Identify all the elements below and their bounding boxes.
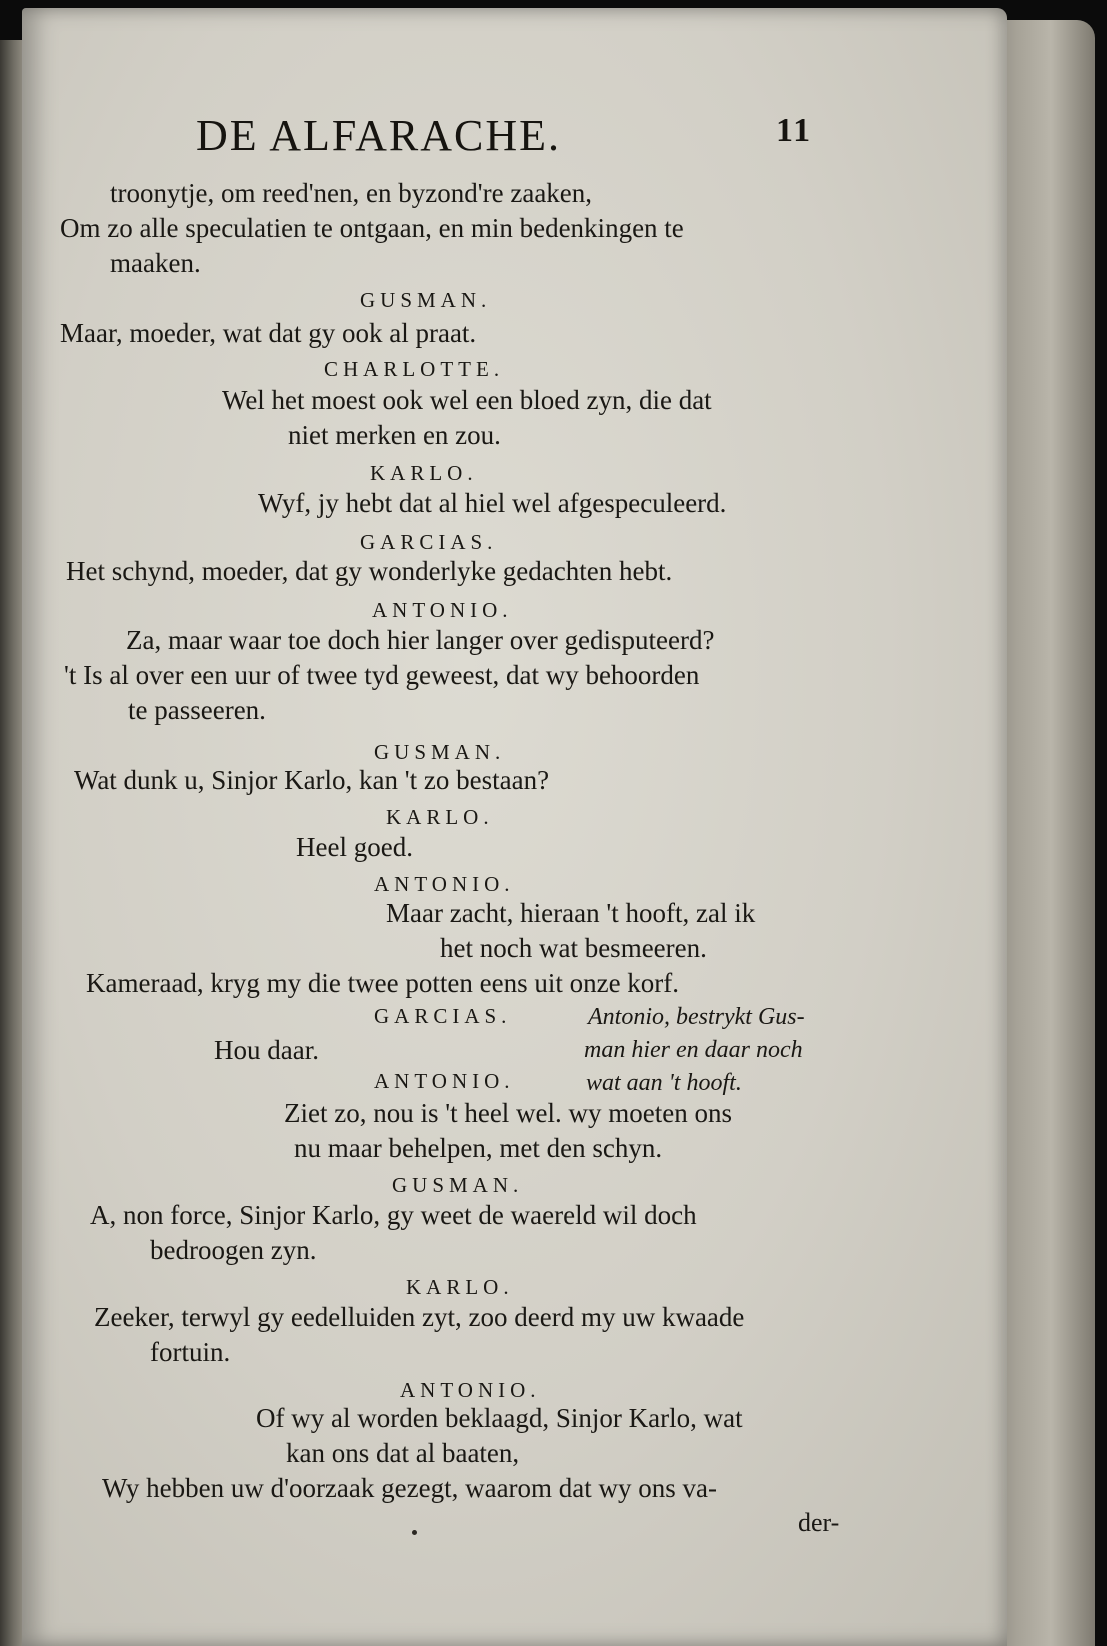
speaker-name: GARCIAS. bbox=[360, 530, 498, 554]
text-line: kan ons dat al baaten, bbox=[286, 1438, 520, 1468]
speaker-name: ANTONIO. bbox=[372, 598, 513, 622]
ink-dot bbox=[412, 1530, 417, 1535]
text-line: Kameraad, kryg my die twee potten eens uit onze korf. bbox=[86, 968, 680, 998]
speaker-name: ANTONIO. bbox=[400, 1378, 541, 1402]
left-page-edge bbox=[0, 40, 22, 1646]
text-line: Wyf, jy hebt dat al hiel wel afgespeculeerd. bbox=[258, 488, 727, 518]
stage-direction-line: wat aan 't hooft. bbox=[586, 1070, 742, 1096]
text-line: te passeeren. bbox=[128, 695, 266, 725]
text-line: niet merken en zou. bbox=[288, 420, 501, 450]
text-line: 't Is al over een uur of twee tyd geweest, dat wy behoorden bbox=[64, 660, 700, 690]
text-line: Ziet zo, nou is 't heel wel. wy moeten ons bbox=[284, 1098, 733, 1128]
text-line: Za, maar waar toe doch hier langer over gedisputeerd? bbox=[126, 625, 715, 655]
text-line: maaken. bbox=[110, 248, 201, 278]
text-line: Wy hebben uw d'oorzaak gezegt, waarom dat wy ons va- bbox=[102, 1473, 718, 1503]
text-line: Of wy al worden beklaagd, Sinjor Karlo, wat bbox=[256, 1403, 743, 1433]
text-line: Heel goed. bbox=[296, 832, 413, 862]
speaker-name: CHARLOTTE. bbox=[324, 357, 505, 381]
text-line: nu maar behelpen, met den schyn. bbox=[294, 1133, 663, 1163]
speaker-name: KARLO. bbox=[386, 805, 494, 829]
page-header bbox=[0, 110, 1107, 170]
catchword: der- bbox=[798, 1508, 840, 1537]
stage-direction-line: Antonio, bestrykt Gus- bbox=[588, 1004, 805, 1030]
speaker-name: KARLO. bbox=[370, 461, 478, 485]
text-line: Om zo alle speculatien te ontgaan, en min bedenkingen te bbox=[60, 213, 684, 243]
text-line: Wat dunk u, Sinjor Karlo, kan 't zo bestaan? bbox=[74, 765, 550, 795]
text-line: Hou daar. bbox=[214, 1035, 319, 1065]
page-number: 11 bbox=[776, 112, 813, 149]
text-line: het noch wat besmeeren. bbox=[440, 933, 707, 963]
speaker-name: GARCIAS. bbox=[374, 1004, 512, 1028]
speaker-name: GUSMAN. bbox=[360, 288, 492, 312]
speaker-name: ANTONIO. bbox=[374, 872, 515, 896]
text-line: troonytje, om reed'nen, en byzond're zaaken, bbox=[110, 178, 593, 208]
text-line: Maar, moeder, wat dat gy ook al praat. bbox=[60, 318, 477, 348]
text-line: Zeeker, terwyl gy eedelluiden zyt, zoo deerd my uw kwaade bbox=[94, 1302, 745, 1332]
speaker-name: KARLO. bbox=[406, 1275, 514, 1299]
text-line: Het schynd, moeder, dat gy wonderlyke gedachten hebt. bbox=[66, 556, 673, 586]
running-title: DE ALFARACHE. bbox=[196, 111, 561, 160]
text-line: Wel het moest ook wel een bloed zyn, die dat bbox=[222, 385, 712, 415]
speaker-name: ANTONIO. bbox=[374, 1069, 515, 1093]
text-line: A, non force, Sinjor Karlo, gy weet de waereld wil doch bbox=[90, 1200, 697, 1230]
text-line: Maar zacht, hieraan 't hooft, zal ik bbox=[386, 898, 756, 928]
speaker-name: GUSMAN. bbox=[374, 740, 506, 764]
text-line: bedroogen zyn. bbox=[150, 1235, 317, 1265]
stage-direction-line: man hier en daar noch bbox=[584, 1037, 803, 1063]
speaker-name: GUSMAN. bbox=[392, 1173, 524, 1197]
text-line: fortuin. bbox=[150, 1337, 231, 1367]
